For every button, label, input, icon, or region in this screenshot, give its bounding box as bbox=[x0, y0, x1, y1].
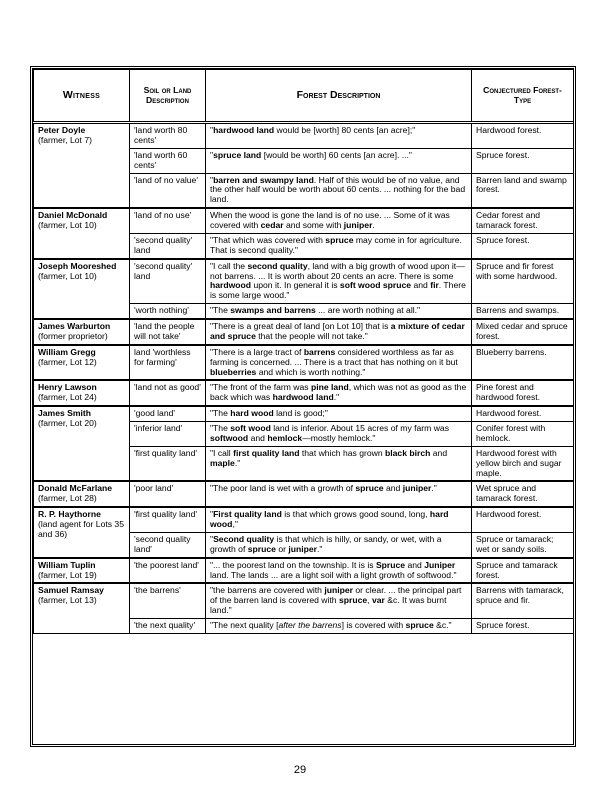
soil-description-cell: 'land worth 60 cents' bbox=[130, 148, 206, 173]
witness-role: (farmer, Lot 7) bbox=[38, 134, 92, 145]
soil-description-cell: 'land the people will not take' bbox=[130, 319, 206, 345]
soil-description-cell: 'good land' bbox=[130, 406, 206, 421]
forest-type-cell: Hardwood forest with yellow birch and sugar maple. bbox=[472, 446, 574, 481]
witness-cell bbox=[34, 259, 130, 319]
forest-description-cell: "There is a great deal of land [on Lot 10] that is a mixture of cedar and spruce that the people will not take." bbox=[206, 319, 472, 345]
table-row bbox=[34, 319, 574, 345]
soil-description-cell: 'land worth 80 cents' bbox=[130, 123, 206, 149]
forest-description-cell: "First quality land is that which grows good sound, long, hard wood," bbox=[206, 507, 472, 532]
table-row bbox=[34, 259, 574, 304]
forest-description-cell: "hardwood land would be [worth] 80 cents [an acre];" bbox=[206, 123, 472, 149]
witness-name: Donald McFarlane bbox=[38, 483, 113, 494]
soil-description-cell: 'second quality' land bbox=[130, 233, 206, 258]
witness-role: (land agent for Lots 35 and 36) bbox=[38, 519, 124, 539]
forest-description-cell: "The next quality [after the barrens] is covered with spruce &c." bbox=[206, 619, 472, 634]
soil-description-cell: land 'worthless for farming' bbox=[130, 345, 206, 381]
witness-role: (farmer, Lot 24) bbox=[38, 392, 97, 403]
witness-cell bbox=[34, 583, 130, 633]
soil-description-cell: 'the barrens' bbox=[130, 583, 206, 618]
forest-type-cell: Hardwood forest. bbox=[472, 507, 574, 532]
header-type: Conjectured Forest-Type bbox=[472, 70, 574, 123]
witness-name: Samuel Ramsay bbox=[38, 585, 104, 596]
witness-cell bbox=[34, 208, 130, 259]
witness-role: (farmer, Lot 12) bbox=[38, 356, 97, 367]
forest-description-cell: "the barrens are covered with juniper or clear. ... the principal part of the barren land is covered with spruce, var &c. It was burnt land." bbox=[206, 583, 472, 618]
forest-type-cell: Spruce and fir forest with some hardwood. bbox=[472, 259, 574, 304]
forest-type-cell: Barrens with tamarack, spruce and fir. bbox=[472, 583, 574, 618]
forest-description-cell: "The hard wood land is good;" bbox=[206, 406, 472, 421]
table-row bbox=[34, 558, 574, 584]
witness-role: (farmer, Lot 10) bbox=[38, 270, 97, 281]
forest-type-cell: Spruce and tamarack forest. bbox=[472, 558, 574, 584]
soil-description-cell: 'second quality land' bbox=[130, 532, 206, 557]
witness-name: William Tuplin bbox=[38, 559, 96, 570]
soil-description-cell: 'the poorest land' bbox=[130, 558, 206, 584]
header-witness: Witness bbox=[34, 70, 130, 123]
soil-description-cell: 'land of no use' bbox=[130, 208, 206, 233]
forest-type-cell: Wet spruce and tamarack forest. bbox=[472, 481, 574, 507]
witness-cell bbox=[34, 123, 130, 209]
forest-description-cell: "spruce land [would be worth] 60 cents [an acre]. ..." bbox=[206, 148, 472, 173]
forest-type-cell: Barrens and swamps. bbox=[472, 304, 574, 319]
forest-description-cell: "There is a large tract of barrens considered worthless as far as farming is concerned. ... There is a tract that has nothing on it but blueberries and which is worth nothing." bbox=[206, 345, 472, 381]
forest-description-cell: "That which was covered with spruce may come in for agriculture. That is second quality." bbox=[206, 233, 472, 258]
table-row bbox=[34, 123, 574, 149]
witness-cell bbox=[34, 319, 130, 345]
witness-cell bbox=[34, 380, 130, 406]
witness-role: (former proprietor) bbox=[38, 330, 108, 341]
forest-type-cell: Cedar forest and tamarack forest. bbox=[472, 208, 574, 233]
forest-type-cell: Pine forest and hardwood forest. bbox=[472, 380, 574, 406]
forest-type-cell: Hardwood forest. bbox=[472, 123, 574, 149]
witness-name: Daniel McDonald bbox=[38, 210, 108, 221]
table-row bbox=[34, 345, 574, 381]
soil-description-cell: 'the next quality' bbox=[130, 619, 206, 634]
witness-name: Henry Lawson bbox=[38, 382, 97, 393]
soil-description-cell: 'second quality' land bbox=[130, 259, 206, 304]
header-row bbox=[34, 70, 574, 123]
table-row bbox=[34, 208, 574, 233]
forest-description-cell: When the wood is gone the land is of no use. ... Some of it was covered with cedar and some with juniper. bbox=[206, 208, 472, 233]
forest-description-cell: "The front of the farm was pine land, which was not as good as the back which was hardwood land." bbox=[206, 380, 472, 406]
table-body bbox=[34, 123, 574, 634]
page-number: 29 bbox=[293, 764, 307, 776]
forest-description-cell: "I call first quality land that which has grown black birch and maple." bbox=[206, 446, 472, 481]
soil-description-cell: 'land not as good' bbox=[130, 380, 206, 406]
forest-description-cell: "The swamps and barrens ... are worth nothing at all." bbox=[206, 304, 472, 319]
forest-type-cell: Barren land and swamp forest. bbox=[472, 173, 574, 208]
witness-role: (farmer, Lot 28) bbox=[38, 493, 97, 504]
forest-type-cell: Spruce forest. bbox=[472, 619, 574, 634]
witness-cell bbox=[34, 406, 130, 481]
forest-type-cell: Conifer forest with hemlock. bbox=[472, 422, 574, 447]
forest-description-cell: "I call the second quality, land with a big growth of wood upon it—not barrens. ... It is worth about 20 cents an acre. There is some hardwood upon it. In general it is soft wood spruce and fir. There is some large wood." bbox=[206, 259, 472, 304]
witness-role: (farmer, Lot 19) bbox=[38, 569, 97, 580]
witness-name: Peter Doyle bbox=[38, 125, 86, 135]
table-row bbox=[34, 481, 574, 507]
witness-cell bbox=[34, 558, 130, 584]
forest-description-cell: "Second quality is that which is hilly, or sandy, or wet, with a growth of spruce or juniper." bbox=[206, 532, 472, 557]
witness-name: William Gregg bbox=[38, 346, 96, 357]
table-row bbox=[34, 406, 574, 421]
table-row bbox=[34, 507, 574, 532]
forest-type-cell: Spruce forest. bbox=[472, 148, 574, 173]
forest-description-cell: "barren and swampy land. Half of this would be of no value, and the other half would be worth about 60 cents. ... nothing for the bad land. bbox=[206, 173, 472, 208]
forest-type-cell: Spruce or tamarack; wet or sandy soils. bbox=[472, 532, 574, 557]
header-forest: Forest Description bbox=[206, 70, 472, 123]
witness-name: R. P. Haythorne bbox=[38, 509, 101, 520]
witness-role: (farmer, Lot 10) bbox=[38, 220, 97, 230]
table-row bbox=[34, 380, 574, 406]
soil-description-cell: 'inferior land' bbox=[130, 422, 206, 447]
witness-name: James Warburton bbox=[38, 321, 111, 331]
witness-name: Joseph Mooreshed bbox=[38, 260, 117, 271]
forest-type-cell: Hardwood forest. bbox=[472, 406, 574, 421]
soil-description-cell: 'worth nothing' bbox=[130, 304, 206, 319]
witness-role: (farmer, Lot 13) bbox=[38, 595, 97, 606]
table-row bbox=[34, 583, 574, 618]
witness-role: (farmer, Lot 20) bbox=[38, 418, 97, 428]
forest-type-cell: Spruce forest. bbox=[472, 233, 574, 258]
forest-description-cell: "The poor land is wet with a growth of spruce and juniper." bbox=[206, 481, 472, 507]
soil-description-cell: 'land of no value' bbox=[130, 173, 206, 208]
soil-description-cell: 'first quality land' bbox=[130, 446, 206, 481]
soil-description-cell: 'poor land' bbox=[130, 481, 206, 507]
header-soil: Soil or Land Description bbox=[130, 70, 206, 123]
forest-type-cell: Blueberry barrens. bbox=[472, 345, 574, 381]
forest-description-cell: "... the poorest land on the township. It is is Spruce and Juniper land. The lands ... are a light soil with a light growth of softwood." bbox=[206, 558, 472, 584]
witness-cell bbox=[34, 507, 130, 558]
witness-name: James Smith bbox=[38, 408, 92, 419]
forest-description-cell: "The soft wood land is inferior. About 15 acres of my farm was softwood and hemlock—mostly hemlock." bbox=[206, 422, 472, 447]
soil-description-cell: 'first quality land' bbox=[130, 507, 206, 532]
forest-type-cell: Mixed cedar and spruce forest. bbox=[472, 319, 574, 345]
witness-cell bbox=[34, 481, 130, 507]
witness-cell bbox=[34, 345, 130, 381]
testimony-table bbox=[33, 69, 574, 634]
